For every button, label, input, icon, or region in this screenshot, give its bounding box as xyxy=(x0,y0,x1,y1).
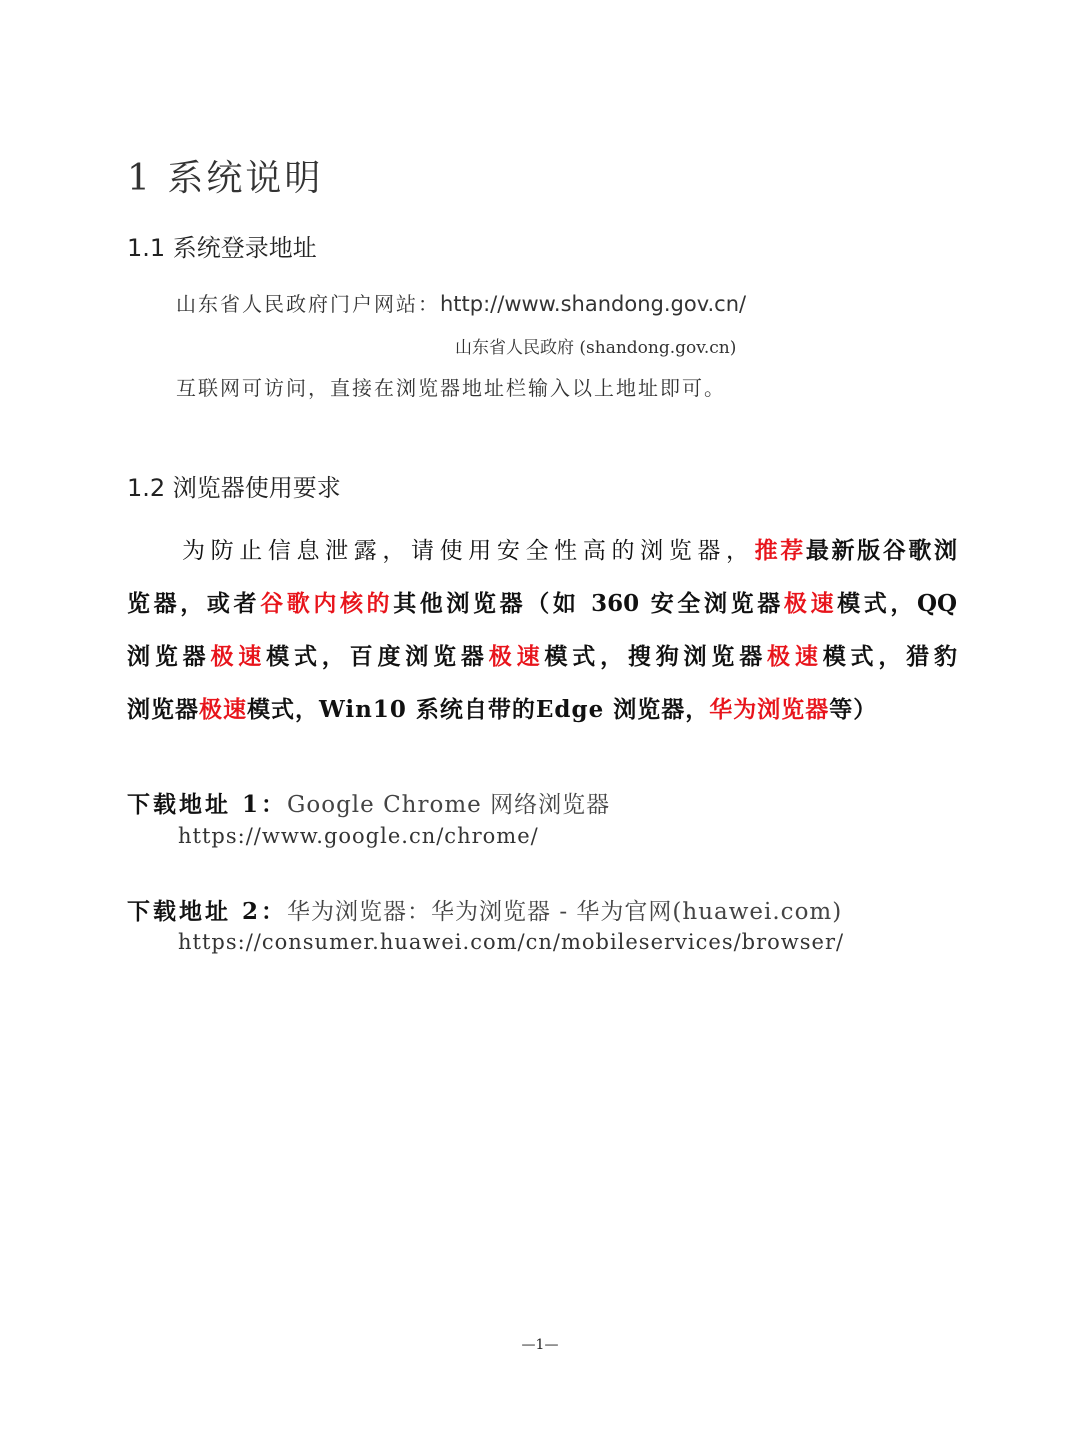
highlight-text: 极速 xyxy=(488,643,545,670)
highlight-text: 极速 xyxy=(199,696,247,723)
portal-url-link[interactable]: http://www.shandong.gov.cn/ xyxy=(440,292,747,316)
requirement-text: 模式，搜狗浏览器 xyxy=(544,643,768,670)
download-1 xyxy=(127,786,610,819)
section-1-2-heading: 1.2 浏览器使用要求 xyxy=(127,474,341,502)
highlight-text: 推荐 xyxy=(754,537,806,564)
highlight-text: 谷歌内核的 xyxy=(260,590,394,617)
browser-requirement-line-3 xyxy=(127,638,957,671)
highlight-text: 华为浏览器 xyxy=(709,696,830,723)
browser-requirement-line-2 xyxy=(127,585,957,618)
highlight-text: 极速 xyxy=(210,643,267,670)
highlight-text: 极速 xyxy=(767,643,823,670)
requirement-text: 模式，QQ xyxy=(837,590,958,617)
download-1-label: 下载地址 1： xyxy=(127,791,288,818)
download-1-url[interactable]: https://www.google.cn/chrome/ xyxy=(178,824,539,848)
section-1-1-heading: 1.1 系统登录地址 xyxy=(127,234,317,262)
highlight-text: 极速 xyxy=(783,590,838,617)
access-note: 互联网可访问，直接在浏览器地址栏输入以上地址即可。 xyxy=(176,376,726,400)
requirement-text: 最新版谷歌浏 xyxy=(805,537,958,564)
requirement-text: 浏览器 xyxy=(127,696,199,723)
requirement-text: 览器，或者 xyxy=(127,590,261,617)
requirement-text: 模式，Win10 系统自带的Edge 浏览器， xyxy=(247,696,710,723)
download-1-link-text[interactable]: Google Chrome 网络浏览器 xyxy=(287,792,611,818)
section-1-heading: 1 系统说明 xyxy=(127,158,324,199)
requirement-text: 浏览器 xyxy=(127,643,211,670)
download-2-url[interactable]: https://consumer.huawei.com/cn/mobileservices/browser/ xyxy=(178,930,845,954)
browser-requirement-line-1 xyxy=(182,532,957,565)
download-2-link-text[interactable]: 华为浏览器：华为浏览器 - 华为官网(huawei.com) xyxy=(287,899,843,925)
requirement-text: 为防止信息泄露，请使用安全性高的浏览器， xyxy=(182,538,755,564)
portal-site-name-link[interactable]: 山东省人民政府 (shandong.gov.cn) xyxy=(455,338,737,358)
requirement-text: 等） xyxy=(829,696,878,723)
requirement-text: 其他浏览器（如 360 安全浏览器 xyxy=(393,590,784,617)
requirement-text: 模式，百度浏览器 xyxy=(266,643,489,670)
portal-label: 山东省人民政府门户网站： xyxy=(176,292,440,316)
download-2 xyxy=(127,893,842,926)
browser-requirement-line-4 xyxy=(127,691,957,724)
requirement-text: 模式，猎豹 xyxy=(822,643,958,670)
page-number: —1— xyxy=(521,1337,559,1353)
portal-address-line xyxy=(176,288,746,317)
download-2-label: 下载地址 2： xyxy=(127,898,288,925)
